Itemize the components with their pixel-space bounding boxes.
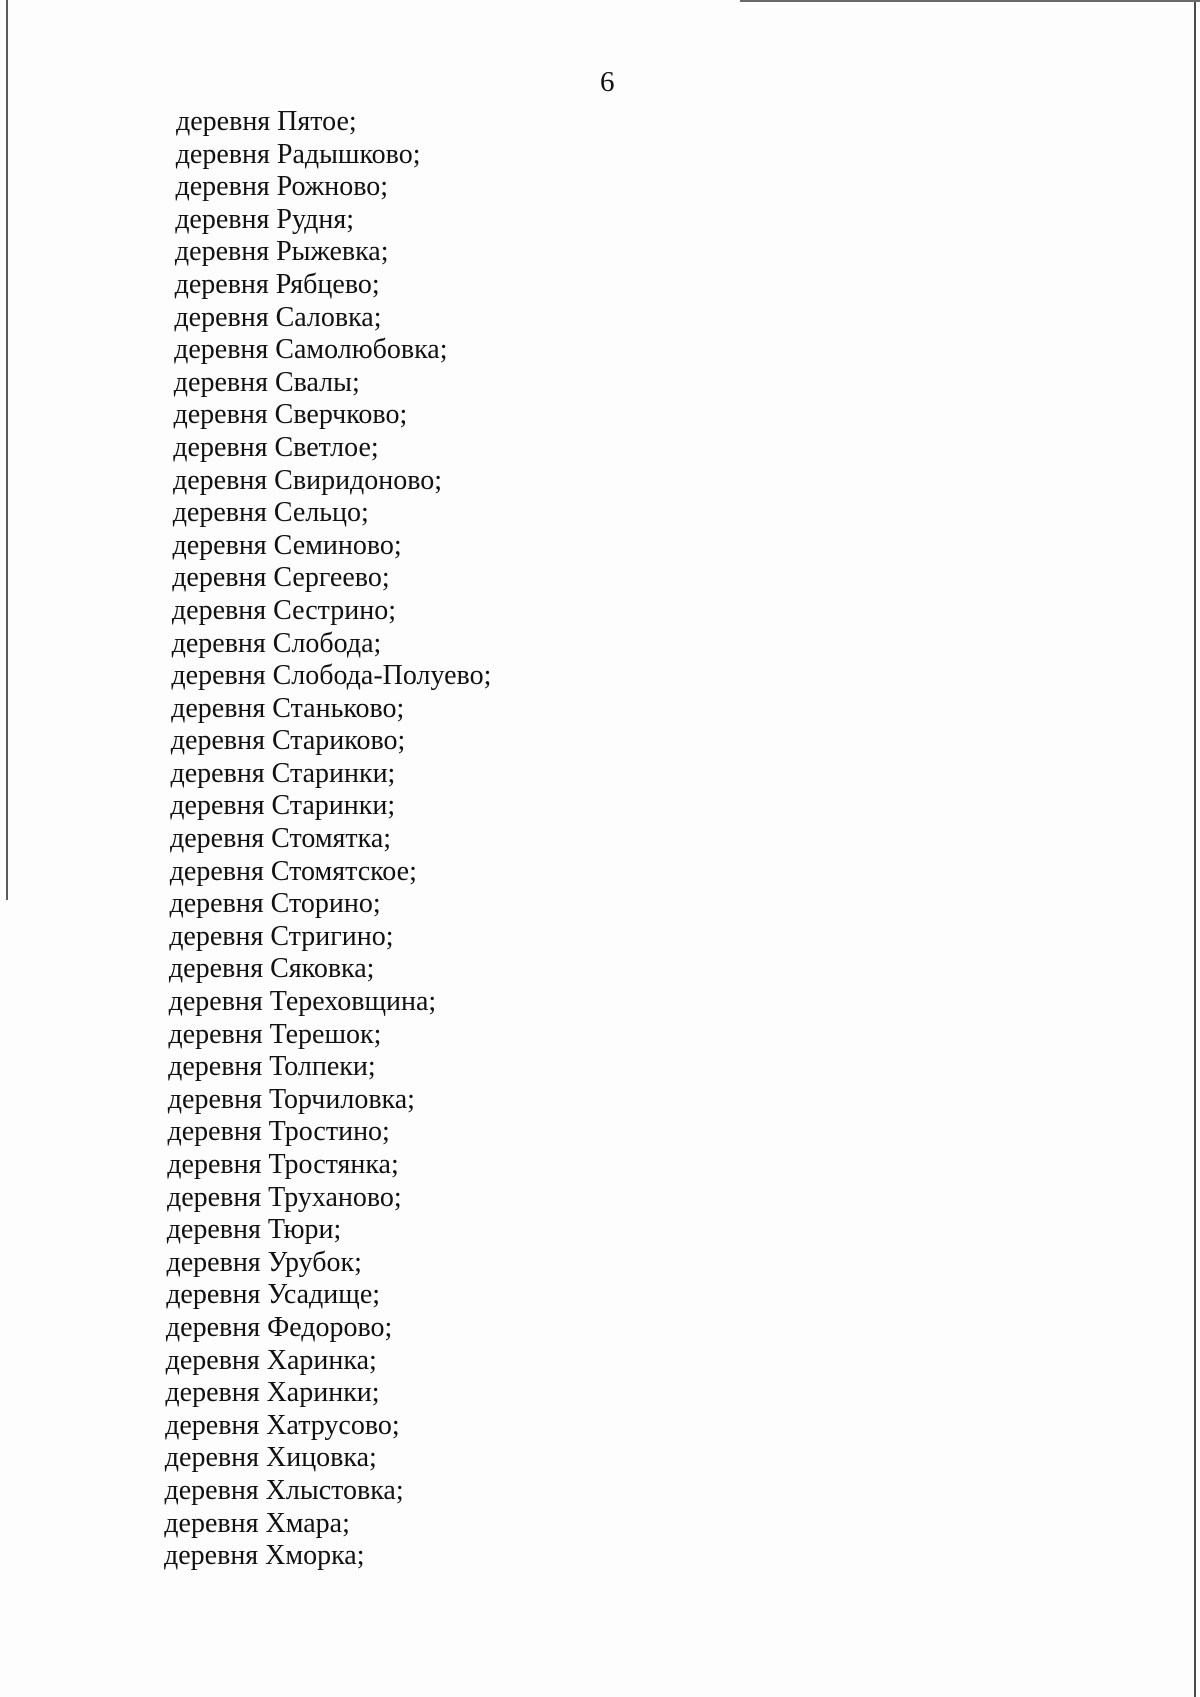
- settlement-item: деревня Хлыстовка;: [164, 1474, 404, 1506]
- settlement-item: деревня Саловка;: [174, 301, 382, 333]
- settlement-item: деревня Старинки;: [170, 790, 396, 822]
- settlement-item: деревня Хморка;: [164, 1540, 365, 1572]
- settlement-item: деревня Сторино;: [169, 888, 381, 920]
- settlement-item: деревня Стригино;: [169, 920, 394, 952]
- settlement-item: деревня Светлое;: [173, 431, 379, 463]
- settlement-item: деревня Толпеки;: [168, 1051, 376, 1083]
- settlement-item: деревня Сяковка;: [168, 953, 375, 985]
- settlement-item: деревня Рудня;: [175, 203, 355, 235]
- settlement-item: деревня Тюри;: [166, 1214, 342, 1246]
- settlement-item: деревня Самолюбовка;: [174, 334, 448, 366]
- settlement-item: деревня Тростянка;: [167, 1149, 399, 1180]
- settlement-item: деревня Радышково;: [175, 138, 421, 170]
- settlement-item: деревня Тереховщина;: [168, 986, 437, 1018]
- settlement-item: деревня Хицовка;: [164, 1442, 377, 1474]
- settlement-item: деревня Федорово;: [165, 1311, 393, 1343]
- settlement-item: деревня Хмара;: [164, 1507, 350, 1539]
- settlement-item: деревня Урубок;: [166, 1246, 362, 1278]
- settlement-item: деревня Сверчково;: [173, 399, 408, 431]
- settlement-item: деревня Терешок;: [168, 1018, 382, 1050]
- settlement-item: деревня Станьково;: [171, 692, 405, 724]
- settlement-item: деревня Харинка;: [165, 1344, 377, 1376]
- settlement-item: деревня Семиново;: [172, 529, 402, 561]
- settlement-item: деревня Стариково;: [170, 725, 406, 757]
- scan-edge-top: [740, 0, 1200, 2]
- scan-edge-right: [1194, 0, 1196, 1697]
- settlement-item: деревня Рожново;: [175, 171, 389, 203]
- settlement-item: деревня Свалы;: [173, 366, 360, 398]
- settlement-item: деревня Труханово;: [167, 1181, 402, 1213]
- page-number: 6: [600, 66, 615, 98]
- settlement-item: деревня Харинки;: [165, 1377, 380, 1409]
- settlement-item: деревня Слобода;: [171, 627, 382, 659]
- settlement-item: деревня Торчиловка;: [167, 1083, 415, 1115]
- settlement-item: деревня Пятое;: [176, 106, 357, 137]
- settlement-item: деревня Старинки;: [170, 757, 396, 789]
- settlement-item: деревня Сельцо;: [172, 497, 369, 529]
- settlement-item: деревня Хатрусово;: [165, 1409, 400, 1441]
- settlement-item: деревня Усадище;: [166, 1279, 381, 1311]
- settlement-item: деревня Тростино;: [167, 1116, 390, 1148]
- settlement-item: деревня Сестрино;: [171, 594, 396, 626]
- settlement-item: деревня Сергеево;: [172, 562, 390, 594]
- settlement-list: [0, 106, 491, 1573]
- settlement-item: деревня Стомятка;: [170, 823, 392, 855]
- settlement-item: деревня Слобода-Полуево;: [171, 660, 492, 692]
- settlement-item: деревня Рыжевка;: [174, 236, 389, 268]
- settlement-item: деревня Рябцево;: [174, 268, 380, 300]
- settlement-item: деревня Стомятское;: [169, 855, 417, 887]
- settlement-item: деревня Свиридоново;: [173, 464, 443, 496]
